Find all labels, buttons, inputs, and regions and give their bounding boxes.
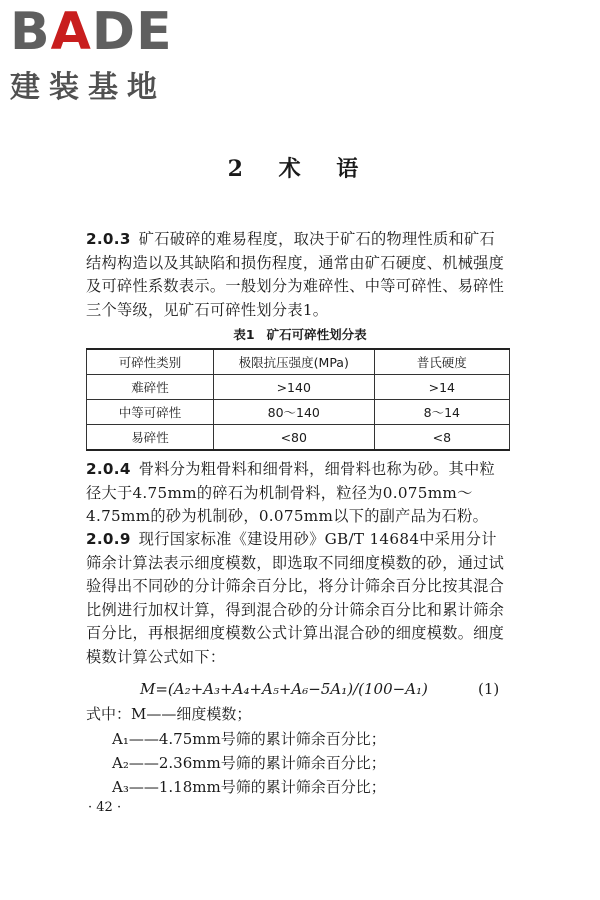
table-cell: >140 [213, 375, 374, 400]
bade-logo [10, 2, 173, 106]
clause-text: 矿石破碎的难易程度，取决于矿石的物理性质和矿石结构构造以及其缺陷和损伤程度，通常由矿石硬度、机械强度及可碎性系数表示。一般划分为难碎性、中等可碎性、易碎性三个等级，见矿石可碎性划分表1。 [86, 230, 505, 319]
table-cell: 8～14 [374, 400, 509, 425]
clause-text: 现行国家标准《建设用砂》GB/T 14684中采用分计筛余计算法表示细度模数，即选取不同细度模数的砂，通过试验得出不同砂的分计筛余百分比，将分计筛余百分比按其混合比例进行加权计算，得到混合砂的分计筛余百分比和累计筛余百分比，再根据细度模数公式计算出混合砂的细度模数。细度模数计算公式如下： [86, 530, 505, 666]
table-cell: <8 [374, 425, 509, 451]
clause-2-0-9 [86, 528, 510, 669]
table-title: 矿石可碎性划分表 [266, 327, 367, 342]
table-header-cell: 极限抗压强度(MPa) [213, 349, 374, 375]
table-cell: <80 [213, 425, 374, 451]
table-number: 表1 [233, 327, 255, 342]
table-cell: 80～140 [213, 400, 374, 425]
where-line: 式中：M——细度模数； [86, 705, 252, 723]
clause-number: 2.0.9 [86, 530, 131, 548]
table-header-cell: 普氏硬度 [374, 349, 509, 375]
clause-number: 2.0.3 [86, 230, 131, 248]
logo-wordmark: BADE [10, 2, 173, 62]
table-row [87, 375, 510, 400]
clause-number: 2.0.4 [86, 460, 131, 478]
chapter-title: 2 术 语 [227, 156, 373, 182]
definition-line: A₂——2.36mm号筛的累计筛余百分比； [112, 754, 386, 772]
table-cell: >14 [374, 375, 509, 400]
clause-2-0-3 [86, 228, 510, 322]
definition-line: A₁——4.75mm号筛的累计筛余百分比； [112, 730, 386, 748]
table-cell: 中等可碎性 [87, 400, 214, 425]
clause-2-0-4 [86, 458, 510, 529]
table-row [87, 400, 510, 425]
table-cell: 难碎性 [87, 375, 214, 400]
page-number: · 42 · [88, 800, 122, 815]
formula-number: (1) [478, 680, 500, 698]
table-header-cell: 可碎性类别 [87, 349, 214, 375]
table-header-row [87, 349, 510, 375]
table-caption [0, 325, 600, 343]
crushability-table [86, 348, 510, 451]
logo-subtitle: 建装基地 [10, 70, 166, 105]
definition-line: A₃——1.18mm号筛的累计筛余百分比； [112, 778, 386, 796]
clause-text: 骨料分为粗骨料和细骨料，细骨料也称为砂。其中粒径大于4.75mm的碎石为机制骨料，粒径为0.075mm～4.75mm的砂为机制砂，0.075mm以下的副产品为石粉。 [86, 460, 495, 525]
table-row [87, 425, 510, 451]
fineness-modulus-formula: M=(A₂+A₃+A₄+A₅+A₆−5A₁)/(100−A₁) [140, 680, 428, 698]
table-cell: 易碎性 [87, 425, 214, 451]
